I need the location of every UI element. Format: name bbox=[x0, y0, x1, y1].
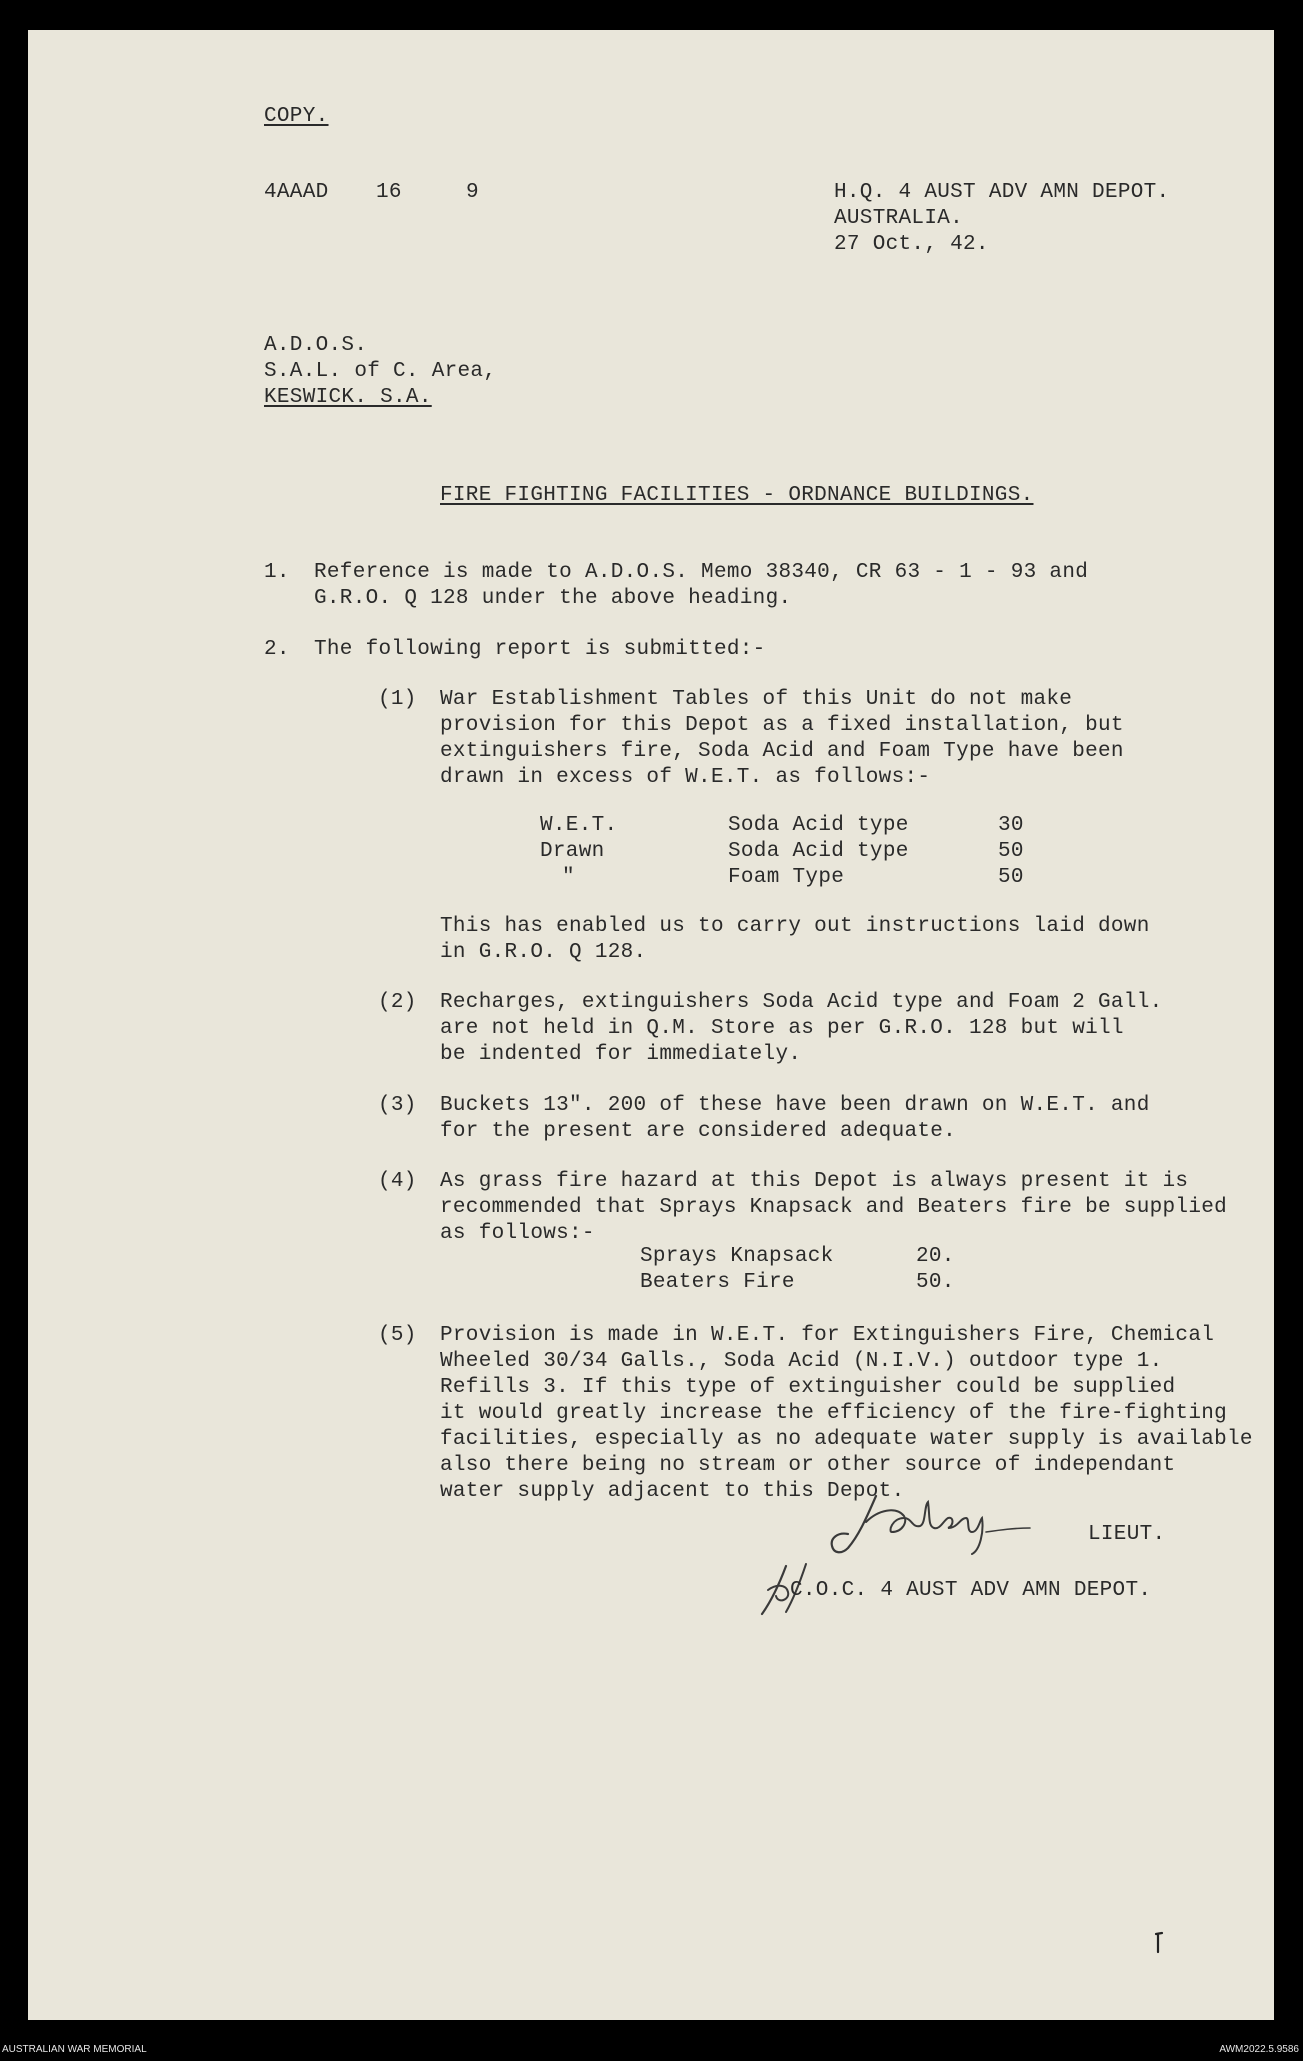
letter-date: 27 Oct., 42. bbox=[834, 233, 989, 256]
paragraph-1-line-1: Reference is made to A.D.O.S. Memo 38340, CR 63 - 1 - 93 and bbox=[314, 561, 1089, 584]
item-5-line: water supply adjacent to this Depot. bbox=[440, 1480, 905, 1503]
item-2-line: Recharges, extinguishers Soda Acid type and Foam 2 Gall. bbox=[440, 991, 1163, 1014]
subject-heading: FIRE FIGHTING FACILITIES - ORDNANCE BUILDINGS. bbox=[440, 484, 1034, 507]
footer-source: AUSTRALIAN WAR MEMORIAL bbox=[2, 2044, 147, 2055]
addressee-line-3: KESWICK. S.A. bbox=[264, 386, 432, 409]
table-1-label: W.E.T. bbox=[540, 814, 618, 837]
document-page bbox=[28, 30, 1274, 2020]
item-4-line: As grass fire hazard at this Depot is always present it is bbox=[440, 1170, 1189, 1193]
item-5-line: it would greatly increase the efficiency of the fire-fighting bbox=[440, 1402, 1228, 1425]
ink-mark bbox=[1152, 1930, 1164, 1956]
item-1-line: War Establishment Tables of this Unit do not make bbox=[440, 688, 1073, 711]
addressee-line-2: S.A.L. of C. Area, bbox=[264, 360, 497, 383]
item-1-line: extinguishers fire, Soda Acid and Foam Type have been bbox=[440, 740, 1124, 763]
paragraph-2-number: 2. bbox=[264, 638, 290, 661]
item-4-line: as follows:- bbox=[440, 1222, 595, 1245]
paragraph-2-text: The following report is submitted:- bbox=[314, 638, 766, 661]
sender-line-1: H.Q. 4 AUST ADV AMN DEPOT. bbox=[834, 181, 1170, 204]
table-1-type: Foam Type bbox=[728, 866, 845, 889]
item-5-line: also there being no stream or other source of independant bbox=[440, 1454, 1176, 1477]
item-3-line: Buckets 13". 200 of these have been drawn on W.E.T. and bbox=[440, 1094, 1150, 1117]
table-1-label: Drawn bbox=[540, 840, 605, 863]
item-3-line: for the present are considered adequate. bbox=[440, 1120, 957, 1143]
table-1-qty: 50 bbox=[998, 840, 1024, 863]
table-2-type: Sprays Knapsack bbox=[640, 1245, 834, 1268]
item-3-number: (3) bbox=[378, 1094, 417, 1117]
reference-code: 4AAAD bbox=[264, 181, 329, 204]
item-1-line: provision for this Depot as a fixed installation, but bbox=[440, 714, 1124, 737]
table-1-qty: 30 bbox=[998, 814, 1024, 837]
paragraph-1-number: 1. bbox=[264, 561, 290, 584]
table-1-qty: 50 bbox=[998, 866, 1024, 889]
table-1-type: Soda Acid type bbox=[728, 814, 909, 837]
item-5-line: Refills 3. If this type of extinguisher could be supplied bbox=[440, 1376, 1176, 1399]
item-5-number: (5) bbox=[378, 1324, 417, 1347]
item-1-after-line: in G.R.O. Q 128. bbox=[440, 941, 647, 964]
table-2-qty: 50. bbox=[916, 1271, 955, 1294]
item-1-number: (1) bbox=[378, 688, 417, 711]
signatory-rank: LIEUT. bbox=[1088, 1523, 1166, 1546]
addressee-line-1: A.D.O.S. bbox=[264, 334, 368, 357]
item-2-line: be indented for immediately. bbox=[440, 1043, 802, 1066]
item-1-line: drawn in excess of W.E.T. as follows:- bbox=[440, 766, 931, 789]
item-2-line: are not held in Q.M. Store as per G.R.O. 128 but will bbox=[440, 1017, 1124, 1040]
paragraph-1-line-2: G.R.O. Q 128 under the above heading. bbox=[314, 587, 792, 610]
item-5-line: Wheeled 30/34 Galls., Soda Acid (N.I.V.) outdoor type 1. bbox=[440, 1350, 1163, 1373]
item-4-number: (4) bbox=[378, 1170, 417, 1193]
reference-number-1: 16 bbox=[376, 181, 402, 204]
footer-accession-number: AWM2022.5.9586 bbox=[1219, 2044, 1299, 2055]
table-2-qty: 20. bbox=[916, 1245, 955, 1268]
item-5-line: facilities, especially as no adequate water supply is available bbox=[440, 1428, 1253, 1451]
copy-label: COPY. bbox=[264, 105, 329, 128]
table-1-label: " bbox=[562, 866, 575, 889]
table-1-type: Soda Acid type bbox=[728, 840, 909, 863]
item-4-line: recommended that Sprays Knapsack and Beaters fire be supplied bbox=[440, 1196, 1228, 1219]
item-5-line: Provision is made in W.E.T. for Extinguishers Fire, Chemical bbox=[440, 1324, 1215, 1347]
item-1-after-line: This has enabled us to carry out instructions laid down bbox=[440, 915, 1150, 938]
sender-line-2: AUSTRALIA. bbox=[834, 207, 964, 230]
signature-block-line: C.O.C. 4 AUST ADV AMN DEPOT. bbox=[790, 1579, 1152, 1602]
item-2-number: (2) bbox=[378, 991, 417, 1014]
table-2-type: Beaters Fire bbox=[640, 1271, 795, 1294]
handwritten-signature bbox=[808, 1488, 1058, 1560]
reference-number-2: 9 bbox=[466, 181, 479, 204]
